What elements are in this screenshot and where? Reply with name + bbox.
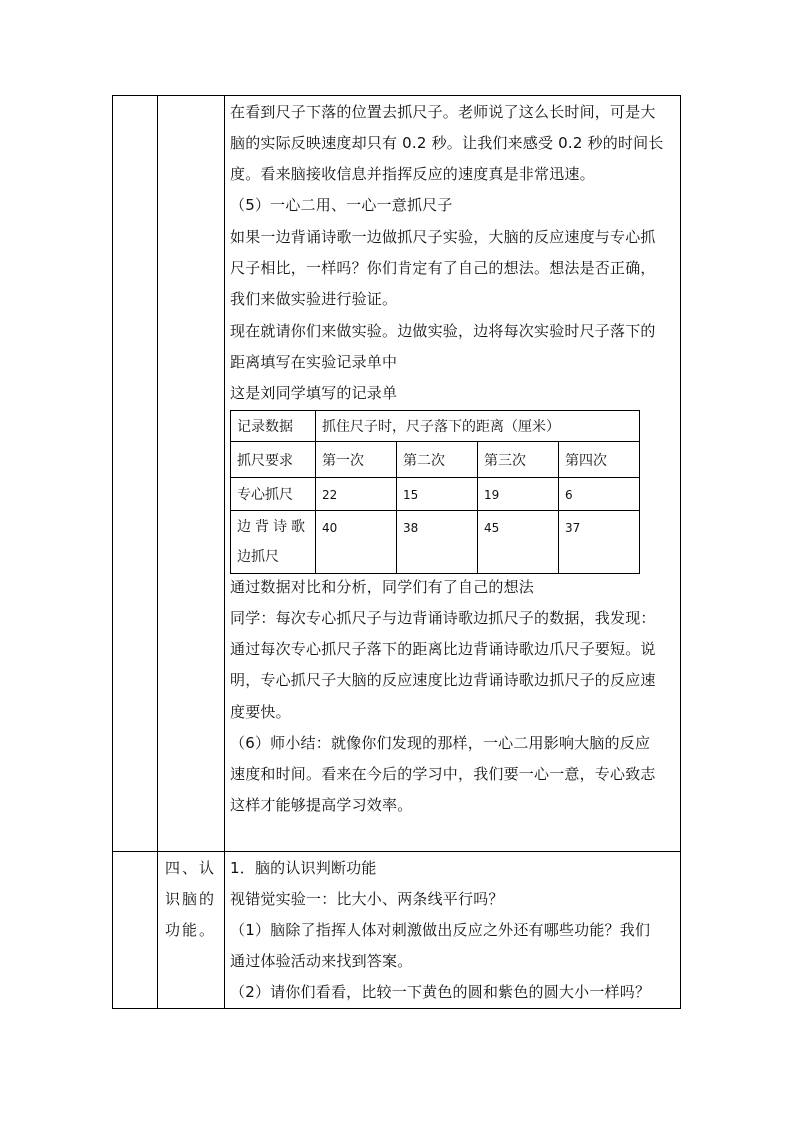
paragraph-line: 如果一边背诵诗歌一边做抓尺子实验，大脑的反应速度与专心抓 [230, 228, 656, 246]
paragraph-line: （1）脑除了指挥人体对刺激做出反应之外还有哪些功能？我们 [230, 921, 651, 939]
paragraph-line: 在看到尺子下落的位置去抓尺子。老师说了这么长时间，可是大 [230, 103, 656, 121]
paragraph-line: 度要快。 [230, 703, 291, 721]
column-header: 第三次 [478, 442, 559, 478]
paragraph-line: 通过每次专心抓尺子落下的距离比边背诵诗歌边爪尺子要短。说 [230, 640, 656, 658]
table-row [231, 478, 640, 511]
paragraph-line: 速度和时间。看来在今后的学习中，我们要一心一意，专心致志 [230, 765, 656, 783]
paragraph-line: 距离填写在实验记录单中 [230, 353, 398, 371]
row-divider [112, 851, 681, 852]
paragraph-line: 这样才能够提高学习效率。 [230, 796, 413, 814]
row-label-line: 边抓尺 [237, 549, 279, 565]
paragraph-line: 尺子相比，一样吗？你们肯定有了自己的想法。想法是否正确， [230, 259, 656, 277]
subheading: 1．脑的认识判断功能 [230, 859, 377, 877]
paragraph-line: （6）师小结：就像你们发现的那样，一心二用影响大脑的反应 [230, 734, 651, 752]
row-label [231, 511, 316, 574]
paragraph-line: 我们来做实验进行验证。 [230, 290, 398, 308]
paragraph-line: 现在就请你们来做实验。边做实验，边将每次实验时尺子落下的 [230, 322, 656, 340]
paragraph-line: （2）请你们看看，比较一下黄色的圆和紫色的圆大小一样吗？ [230, 983, 651, 1001]
table-cell: 6 [559, 478, 640, 511]
table-cell: 40 [316, 511, 397, 574]
paragraph-line: 同学：每次专心抓尺子与边背诵诗歌边抓尺子的数据，我发现： [230, 609, 656, 627]
section-label: 识脑的 [165, 890, 217, 908]
record-table [230, 410, 640, 574]
paragraph-line: 通过体验活动来找到答案。 [230, 952, 413, 970]
column-divider-1 [157, 95, 158, 1009]
subheading: （5）一心二用、一心一意抓尺子 [230, 196, 453, 214]
corner-bottom-label: 抓尺要求 [231, 442, 316, 478]
paragraph-line: 通过数据对比和分析，同学们有了自己的想法 [230, 578, 535, 596]
column-header: 第四次 [559, 442, 640, 478]
table-cell: 45 [478, 511, 559, 574]
table-cell: 37 [559, 511, 640, 574]
column-header: 第一次 [316, 442, 397, 478]
table-cell: 19 [478, 478, 559, 511]
table-cell: 22 [316, 478, 397, 511]
paragraph-line: 视错觉实验一：比大小、两条线平行吗？ [230, 890, 504, 908]
section-label: 四、认 [165, 859, 217, 877]
table-row [231, 511, 640, 574]
corner-top-label: 记录数据 [231, 411, 316, 442]
table-header: 抓住尺子时，尺子落下的距离（厘米） [316, 411, 640, 442]
paragraph-line: 度。看来脑接收信息并指挥反应的速度真是非常迅速。 [230, 165, 595, 183]
column-divider-2 [224, 95, 225, 1009]
row-label: 专心抓尺 [231, 478, 316, 511]
column-header: 第二次 [397, 442, 478, 478]
table-cell: 15 [397, 478, 478, 511]
row-label-line: 边背诗歌 [237, 519, 309, 535]
paragraph-line: 这是刘同学填写的记录单 [230, 384, 398, 402]
paragraph-line: 脑的实际反映速度却只有 0.2 秒。让我们来感受 0.2 秒的时间长 [230, 134, 664, 152]
paragraph-line: 明，专心抓尺子大脑的反应速度比边背诵诗歌边抓尺子的反应速 [230, 671, 656, 689]
table-cell: 38 [397, 511, 478, 574]
section-label: 功能。 [165, 921, 217, 939]
